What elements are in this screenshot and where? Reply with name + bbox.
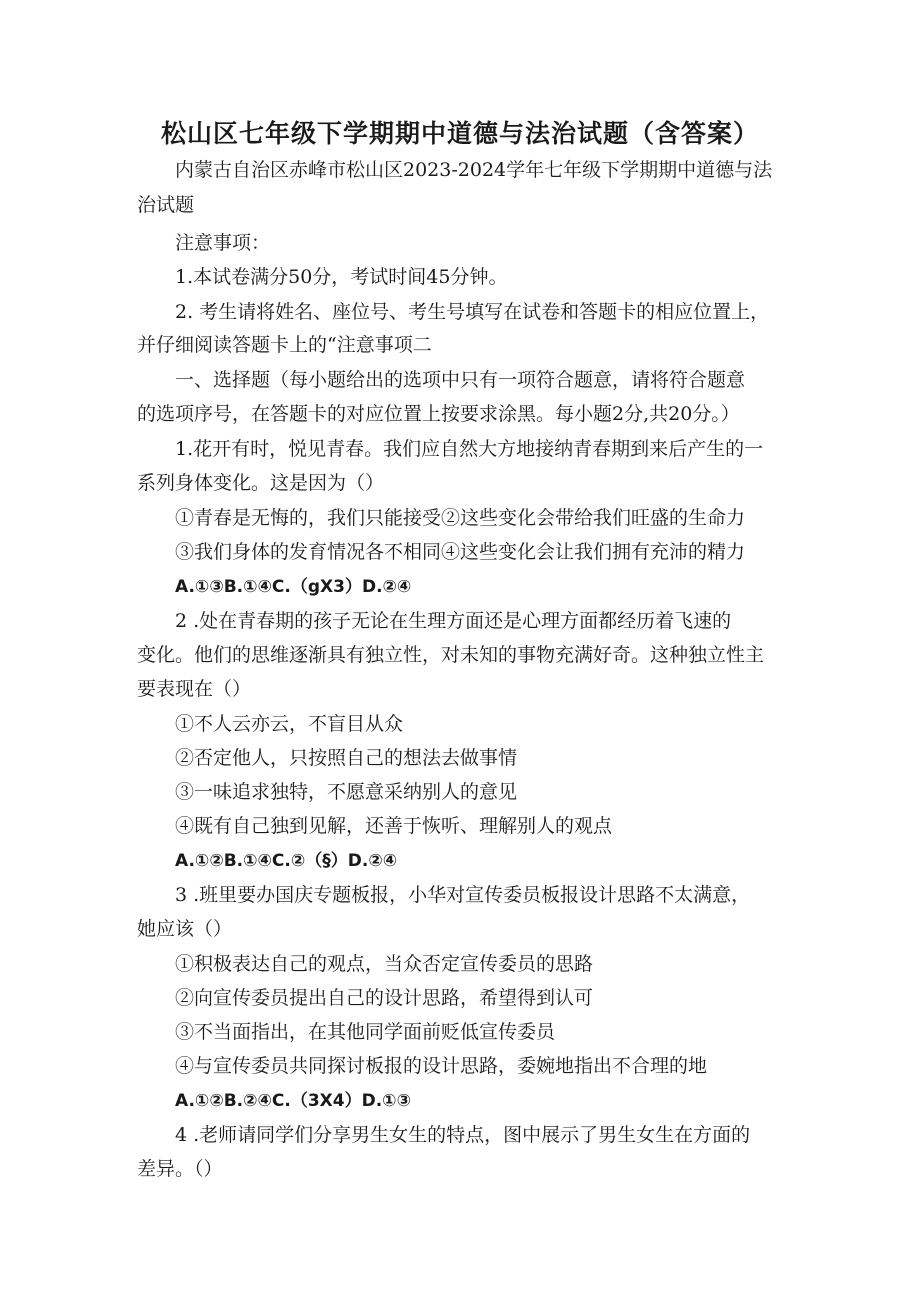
document-title: 松山区七年级下学期期中道德与法治试题（含答案） xyxy=(160,119,759,148)
question-2: 2 .处在青春期的孩子无论在生理方面还是心理方面都经历着飞速的 xyxy=(175,610,732,632)
question-2-cont: 要表现在（） xyxy=(137,678,252,700)
question-1-cont: 系列身体变化。这是因为（） xyxy=(137,472,385,494)
question-3-statement: ②向宣传委员提出自己的设计思路，希望得到认可 xyxy=(175,987,594,1009)
notice-item-2-cont: 并仔细阅读答题卡上的“注意事项二 xyxy=(137,334,432,356)
question-4: 4 .老师请同学们分享男生女生的特点，图中展示了男生女生在方面的 xyxy=(175,1124,751,1146)
question-3-cont: 她应该（） xyxy=(137,918,233,940)
question-2-cont: 变化。他们的思维逐渐具有独立性，对未知的事物充满好奇。这种独立性主 xyxy=(137,644,765,666)
question-1: 1.花开有时，悦见青春。我们应自然大方地接纳青春期到来后产生的一 xyxy=(175,438,764,460)
question-2-statement: ①不人云亦云，不盲目从众 xyxy=(175,713,404,735)
question-2-statement: ②否定他人，只按照自己的想法去做事情 xyxy=(175,747,518,769)
question-3-statement: ①积极表达自己的观点，当众否定宣传委员的思路 xyxy=(175,953,594,975)
question-2-statement: ④既有自己独到见解，还善于恢听、理解别人的观点 xyxy=(175,815,613,837)
question-1-statement: ①青春是无悔的，我们只能接受②这些变化会带给我们旺盛的生命力 xyxy=(175,507,746,529)
section-heading-cont: 的选项序号，在答题卡的对应位置上按要求涂黑。每小题2分,共20分。） xyxy=(137,403,740,425)
question-1-statement: ③我们身体的发育情况各不相同④这些变化会让我们拥有充沛的精力 xyxy=(175,541,746,563)
question-1-options: A.①③B.①④C.（gX3）D.②④ xyxy=(175,577,412,597)
question-2-options: A.①②B.①④C.②（§）D.②④ xyxy=(175,851,398,871)
intro-line-cont: 治试题 xyxy=(137,194,195,216)
notice-heading: 注意事项： xyxy=(175,232,271,254)
question-3-options: A.①②B.②④C.（3X4）D.①③ xyxy=(175,1091,411,1111)
intro-line: 内蒙古自治区赤峰市松山区2023-2024学年七年级下学期期中道德与法 xyxy=(175,159,773,181)
notice-item-2: 2. 考生请将姓名、座位号、考生号填写在试卷和答题卡的相应位置上， xyxy=(175,301,770,323)
question-4-cont: 差异。（） xyxy=(137,1158,223,1180)
question-3-statement: ④与宣传委员共同探讨板报的设计思路，委婉地指出不合理的地 xyxy=(175,1055,708,1077)
notice-item-1: 1.本试卷满分50分，考试时间45分钟。 xyxy=(175,266,508,288)
question-2-statement: ③一味追求独特，不愿意采纳别人的意见 xyxy=(175,781,518,803)
section-heading: 一、选择题（每小题给出的选项中只有一项符合题意，请将符合题意 xyxy=(175,369,746,391)
question-3: 3 .班里要办国庆专题板报，小华对宣传委员板报设计思路不太满意， xyxy=(175,884,751,906)
question-3-statement: ③不当面指出，在其他同学面前贬低宣传委员 xyxy=(175,1021,556,1043)
